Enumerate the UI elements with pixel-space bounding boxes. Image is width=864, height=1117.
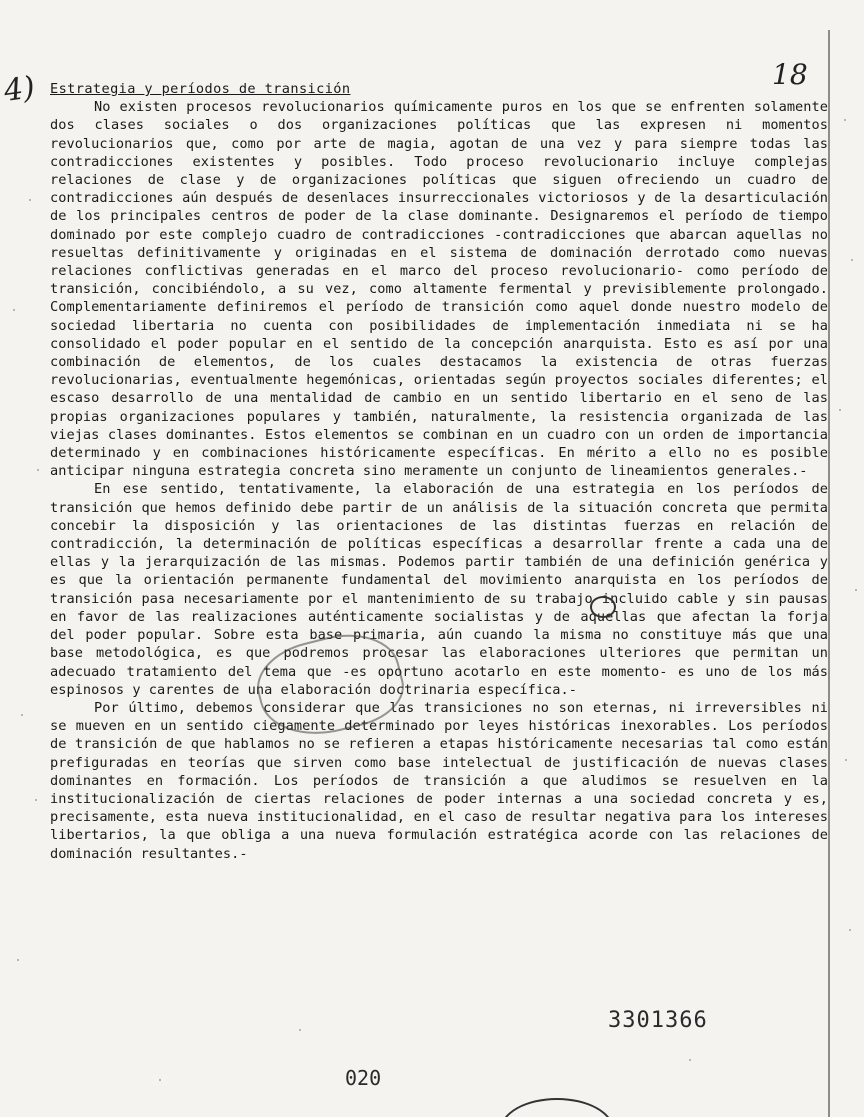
paragraph-3: Por último, debemos considerar que las transiciones no son eternas, ni irreversibles ni se mueven en un sentido ciegamente determinado por leyes históricas inexorables. Los períodos de transición de que hablamos no se refieren a etapas históricamente necesarias tal como están prefiguradas en teorías que sirven como base intelectual de justificación de nuevas clases dominantes en formación. Los períodos de transición a que aludimos se resuelven en la institucionalización de ciertas relaciones de poder internas a una sociedad concreta y es, precisamente, esta nueva institucionalidad, en el caso de resultar negativa para los intereses libertarios, la que obliga a una nueva formulación estratégica acorde con las relaciones de dominación resultantes.-	[50, 699, 828, 862]
folio-number: 020	[345, 1066, 382, 1090]
document-body	[50, 80, 828, 863]
section-heading: Estrategia y períodos de transición	[50, 81, 351, 97]
reference-number: 3301366	[608, 1008, 708, 1033]
margin-rule	[828, 30, 830, 1117]
paragraph-2: En ese sentido, tentativamente, la elaboración de una estrategia en los períodos de transición que hemos definido debe partir de un análisis de la situación concreta que permita concebir la disposición y las orientaciones de las distintas fuerzas en relación de contradicción, la determinación de políticas específicas a desarrollar frente a cada una de ellas y la jerarquización de las mismas. Podemos partir también de una definición genérica y es que la orientación permanente fundamental del movimiento anarquista en los períodos de transición pasa necesariamente por el mantenimiento de su trabajo incluido cable y sin pausas en favor de las realizaciones auténticamente socialistas y de aquellas que afectan la forja del poder popular. Sobre esta base primaria, aún cuando la misma no constituye más que una base metodológica, es que podremos procesar las elaboraciones ulteriores que permitan un adecuado tratamiento del tema que -es oportuno acotarlo en este momento- es uno de los más espinosos y carentes de una elaboración doctrinaria específica.-	[50, 481, 828, 698]
section-number: 4)	[1, 70, 38, 109]
handwritten-circle-mark	[590, 596, 616, 618]
paragraph-1: No existen procesos revolucionarios químicamente puros en los que se enfrenten solamente dos clases sociales o dos organizaciones políticas que las expresen ni momentos revolucionarios que, como por arte de magia, agotan de una vez y para siempre todas las contradicciones existentes y posibles. Todo proceso revolucionario incluye complejas relaciones de clase y de organizaciones políticas que siguen ofreciendo un cuadro de contradicciones aún después de desenlaces insurreccionales victoriosos y de la desarticulación de los principales centros de poder de la clase dominante. Designaremos el período de tiempo dominado por este complejo cuadro de contradicciones -contradicciones que abarcan aquellas no resueltas definitivamente y originadas en el sistema de dominación derrotado como nuevas relaciones conflictivas generadas en el marco del proceso revolucionario- como período de transición, concibiéndolo, a su vez, como altamente fermental y previsiblemente prolongado. Complementariamente definiremos el período de transición como aquel donde nuestro modelo de sociedad libertaria no cuenta con posibilidades de implementación inmediata ni se ha consolidado el poder popular en el sentido de la concepción anarquista. Esto es así por una combinación de elementos, de los cuales destacamos la existencia de otras fuerzas revolucionarias, eventualmente hegemónicas, orientadas según proyectos sociales diferentes; el escaso desarrollo de una mentalidad de cambio en un sentido libertario en el seno de las propias organizaciones populares y también, naturalmente, la resistencia organizada de las viejas clases dominantes. Estos elementos se combinan en un cuadro con un orden de importancia determinado y en combinaciones históricamente específicas. En mérito a ello no es posible anticipar ninguna estrategia concreta sino meramente un conjunto de lineamientos generales.-	[50, 99, 828, 480]
handwritten-page-number: 18	[772, 58, 808, 91]
